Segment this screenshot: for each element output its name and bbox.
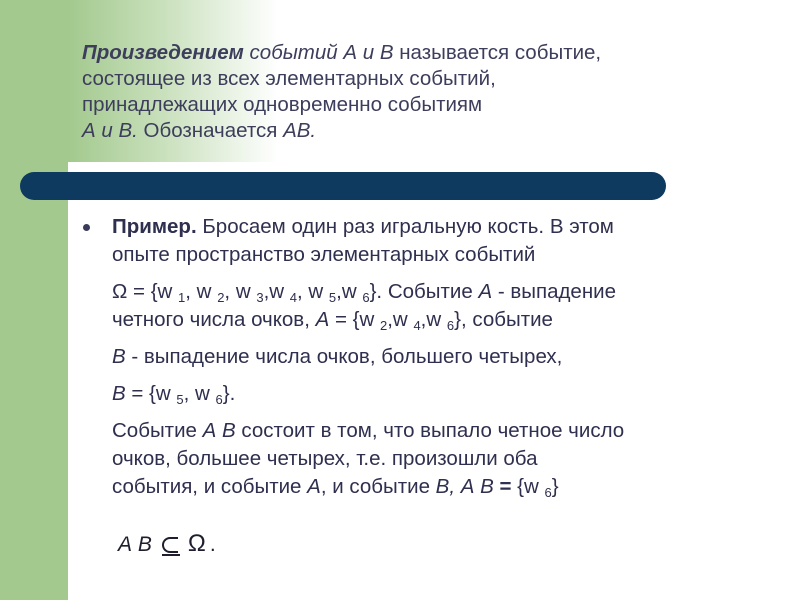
subset-formula xyxy=(118,530,216,558)
formula-dot: . xyxy=(209,533,216,556)
example-part: }. Событие xyxy=(369,280,479,303)
subscript: 6 xyxy=(544,485,552,500)
subscript: 5 xyxy=(328,290,337,305)
definition-text xyxy=(82,40,782,144)
example-part: четного числа очков, xyxy=(112,308,316,331)
subscript: 6 xyxy=(446,318,455,333)
definition-part: А и В. xyxy=(82,119,144,142)
definition-line-2: состоящее из всех элементарных событий, xyxy=(82,67,496,90)
divider-bar xyxy=(20,172,666,200)
example-part: ,w xyxy=(263,280,290,303)
example-part: - выпадение числа очков, большего четырех, xyxy=(125,345,563,368)
subscript: 4 xyxy=(413,318,421,333)
example-part: , w xyxy=(297,280,329,303)
example-part: В, А В xyxy=(435,475,494,498)
example-line-3 xyxy=(112,278,792,306)
example-part: }, событие xyxy=(454,308,553,331)
subscript: 2 xyxy=(380,318,388,333)
example-line-8: очков, большее четырех, т.е. произошли оба xyxy=(112,447,538,470)
subscript: 4 xyxy=(289,290,297,305)
example-part: А xyxy=(307,475,321,498)
definition-part: Обозначается xyxy=(143,119,284,142)
example-part: ,w xyxy=(420,308,447,331)
example-part: Событие xyxy=(112,419,203,442)
subscript: 2 xyxy=(217,290,225,305)
subscript: 3 xyxy=(256,290,264,305)
subset-icon xyxy=(162,537,180,555)
definition-line-3: принадлежащих одновременно событиям xyxy=(82,93,483,116)
example-line-9 xyxy=(112,473,792,501)
example-part: }. xyxy=(222,382,236,405)
example-part: , и событие xyxy=(320,475,436,498)
example-text xyxy=(112,213,792,501)
example-part: события, и событие xyxy=(112,475,308,498)
example-part: , w xyxy=(183,382,216,405)
example-label: Пример. xyxy=(112,215,197,238)
example-part: - выпадение xyxy=(492,280,617,303)
example-part: А В xyxy=(202,419,236,442)
definition-part: называется событие, xyxy=(399,41,602,64)
example-line-5 xyxy=(112,343,792,371)
example-part: , w xyxy=(224,280,257,303)
definition-line-4 xyxy=(82,118,782,144)
definition-part: событий А и В xyxy=(243,41,400,64)
example-part: = {w xyxy=(329,308,380,331)
example-part: ,w xyxy=(387,308,414,331)
subscript: 5 xyxy=(176,392,184,407)
example-part: Ω = {w xyxy=(112,280,179,303)
example-line-4 xyxy=(112,306,792,334)
subscript: 1 xyxy=(178,290,186,305)
example-line-6 xyxy=(112,380,792,408)
example-part: В xyxy=(112,382,126,405)
subscript: 6 xyxy=(215,392,223,407)
subscript: 6 xyxy=(362,290,370,305)
example-part: , w xyxy=(185,280,218,303)
definition-part: АВ. xyxy=(283,119,317,142)
formula-omega: Ω xyxy=(187,530,206,557)
example-part: А xyxy=(315,308,330,331)
example-part: } xyxy=(551,475,559,498)
formula-ab: А В xyxy=(118,533,152,556)
left-accent-bar xyxy=(0,0,68,600)
example-line-7 xyxy=(112,417,792,445)
example-part: {w xyxy=(517,475,545,498)
example-part: Бросаем один раз игральную кость. В этом xyxy=(196,215,614,238)
example-part: В xyxy=(112,345,126,368)
example-line-1 xyxy=(112,213,792,241)
example-part: ,w xyxy=(336,280,363,303)
definition-line-1 xyxy=(82,40,782,66)
example-part: = {w xyxy=(125,382,177,405)
example-part: = xyxy=(493,475,518,498)
example-part: А xyxy=(478,280,493,303)
example-line-2: опыте пространство элементарных событий xyxy=(112,243,536,266)
bullet-icon xyxy=(83,224,90,231)
term-bold: Произведением xyxy=(82,41,244,64)
example-part: состоит в том, что выпало четное число xyxy=(235,419,625,442)
